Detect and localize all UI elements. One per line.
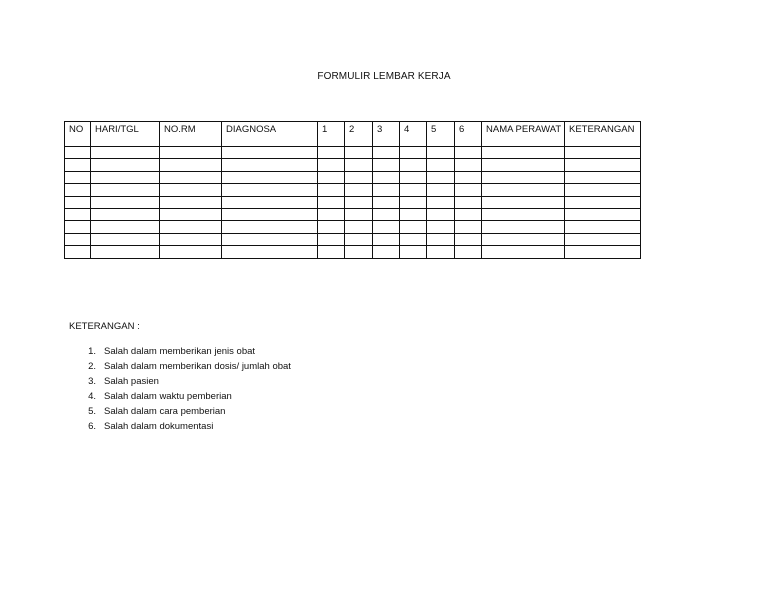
header-no: NO xyxy=(65,122,91,147)
table-cell xyxy=(400,171,427,183)
table-cell xyxy=(160,159,222,171)
list-item xyxy=(0,346,291,361)
list-item xyxy=(0,361,291,376)
table-cell xyxy=(482,246,565,258)
table-cell xyxy=(222,184,318,196)
list-item xyxy=(0,421,291,436)
table-cell xyxy=(91,208,160,220)
table-cell xyxy=(565,147,641,159)
table-cell xyxy=(427,147,455,159)
table-cell xyxy=(345,196,373,208)
list-item xyxy=(0,376,291,391)
table-cell xyxy=(455,208,482,220)
table-cell xyxy=(345,208,373,220)
table-cell xyxy=(482,196,565,208)
header-col-5: 5 xyxy=(427,122,455,147)
table-cell xyxy=(455,246,482,258)
table-cell xyxy=(318,159,345,171)
table-cell xyxy=(318,246,345,258)
table-cell xyxy=(482,208,565,220)
table-cell xyxy=(345,171,373,183)
notes-label: KETERANGAN : xyxy=(69,321,140,332)
table-cell xyxy=(427,221,455,233)
list-item xyxy=(0,406,291,421)
table-cell xyxy=(91,171,160,183)
table-cell xyxy=(160,147,222,159)
header-keterangan: KETERANGAN xyxy=(565,122,641,147)
table-cell xyxy=(565,233,641,245)
table-cell xyxy=(455,184,482,196)
list-item-number: 3. xyxy=(88,376,96,388)
table-body xyxy=(65,147,641,259)
table-cell xyxy=(318,221,345,233)
table-cell xyxy=(373,233,400,245)
header-col-4: 4 xyxy=(400,122,427,147)
table-cell xyxy=(427,233,455,245)
table-cell xyxy=(482,147,565,159)
table-cell xyxy=(455,147,482,159)
table-cell xyxy=(373,159,400,171)
table-cell xyxy=(91,221,160,233)
worksheet-table xyxy=(64,121,641,259)
table-cell xyxy=(160,221,222,233)
table-cell xyxy=(427,184,455,196)
table-cell xyxy=(373,221,400,233)
table-cell xyxy=(318,208,345,220)
table-cell xyxy=(91,159,160,171)
table-cell xyxy=(482,171,565,183)
header-col-2: 2 xyxy=(345,122,373,147)
table-cell xyxy=(222,159,318,171)
table-cell xyxy=(482,221,565,233)
header-no-rm: NO.RM xyxy=(160,122,222,147)
table-cell xyxy=(345,233,373,245)
table-cell xyxy=(400,221,427,233)
list-item-text: Salah pasien xyxy=(104,376,159,388)
header-col-1: 1 xyxy=(318,122,345,147)
table-row xyxy=(65,221,641,233)
table-cell xyxy=(160,233,222,245)
table-cell xyxy=(373,147,400,159)
table-cell xyxy=(345,159,373,171)
table-row xyxy=(65,159,641,171)
table-cell xyxy=(65,184,91,196)
table-row xyxy=(65,147,641,159)
table-cell xyxy=(65,233,91,245)
table-row xyxy=(65,196,641,208)
table-cell xyxy=(400,233,427,245)
table-cell xyxy=(427,246,455,258)
table-cell xyxy=(318,233,345,245)
table-cell xyxy=(160,184,222,196)
table-cell xyxy=(65,196,91,208)
table-cell xyxy=(455,196,482,208)
list-item-number: 4. xyxy=(88,391,96,403)
table-cell xyxy=(222,246,318,258)
table-cell xyxy=(373,184,400,196)
table-cell xyxy=(222,233,318,245)
table-cell xyxy=(222,171,318,183)
table-cell xyxy=(455,159,482,171)
table-cell xyxy=(318,171,345,183)
table-cell xyxy=(318,196,345,208)
table-cell xyxy=(91,196,160,208)
table-cell xyxy=(160,196,222,208)
table-cell xyxy=(222,221,318,233)
table-cell xyxy=(318,147,345,159)
table-cell xyxy=(482,233,565,245)
table-cell xyxy=(565,208,641,220)
table-cell xyxy=(565,221,641,233)
list-item-number: 2. xyxy=(88,361,96,373)
table-cell xyxy=(65,159,91,171)
table-cell xyxy=(400,246,427,258)
table-cell xyxy=(482,184,565,196)
table-cell xyxy=(91,246,160,258)
table-cell xyxy=(565,159,641,171)
table-cell xyxy=(65,246,91,258)
header-col-6: 6 xyxy=(455,122,482,147)
table-cell xyxy=(222,208,318,220)
table-cell xyxy=(455,221,482,233)
table-row xyxy=(65,233,641,245)
table-cell xyxy=(345,221,373,233)
table-cell xyxy=(65,208,91,220)
table-row xyxy=(65,171,641,183)
table-cell xyxy=(91,233,160,245)
table-cell xyxy=(345,147,373,159)
table-cell xyxy=(565,196,641,208)
table-row xyxy=(65,208,641,220)
table-cell xyxy=(427,196,455,208)
header-hari-tgl: HARI/TGL xyxy=(91,122,160,147)
table-cell xyxy=(400,208,427,220)
table-cell xyxy=(345,246,373,258)
table-cell xyxy=(65,171,91,183)
table-cell xyxy=(91,147,160,159)
table-cell xyxy=(91,184,160,196)
table-cell xyxy=(160,208,222,220)
table-cell xyxy=(160,171,222,183)
list-item-number: 6. xyxy=(88,421,96,433)
header-diagnosa: DIAGNOSA xyxy=(222,122,318,147)
table-cell xyxy=(373,196,400,208)
table-cell xyxy=(373,171,400,183)
table-cell xyxy=(373,246,400,258)
header-nama-perawat: NAMA PERAWAT xyxy=(482,122,565,147)
table-row xyxy=(65,246,641,258)
table-cell xyxy=(427,159,455,171)
table-cell xyxy=(65,147,91,159)
table-cell xyxy=(427,208,455,220)
table-cell xyxy=(455,233,482,245)
table-row xyxy=(65,184,641,196)
table-cell xyxy=(427,171,455,183)
list-item-number: 1. xyxy=(88,346,96,357)
table-cell xyxy=(400,147,427,159)
table-cell xyxy=(160,246,222,258)
list-item-text: Salah dalam cara pemberian xyxy=(104,406,226,418)
table-cell xyxy=(318,184,345,196)
table-cell xyxy=(455,171,482,183)
table-cell xyxy=(400,196,427,208)
table-cell xyxy=(400,184,427,196)
list-item-number: 5. xyxy=(88,406,96,418)
table-cell xyxy=(482,159,565,171)
list-item-text: Salah dalam memberikan dosis/ jumlah obat xyxy=(104,361,291,373)
table-cell xyxy=(565,246,641,258)
list-item-text: Salah dalam dokumentasi xyxy=(104,421,214,433)
page-title: FORMULIR LEMBAR KERJA xyxy=(317,71,451,82)
header-col-3: 3 xyxy=(373,122,400,147)
table-cell xyxy=(222,196,318,208)
table-cell xyxy=(400,159,427,171)
table-cell xyxy=(222,147,318,159)
table-cell xyxy=(565,171,641,183)
table-cell xyxy=(373,208,400,220)
list-item xyxy=(0,391,291,406)
table-header-row xyxy=(65,122,641,147)
table-cell xyxy=(65,221,91,233)
table-cell xyxy=(345,184,373,196)
list-item-text: Salah dalam waktu pemberian xyxy=(104,391,232,403)
notes-list xyxy=(0,346,291,437)
list-item-text: Salah dalam memberikan jenis obat xyxy=(104,346,256,357)
table-cell xyxy=(565,184,641,196)
